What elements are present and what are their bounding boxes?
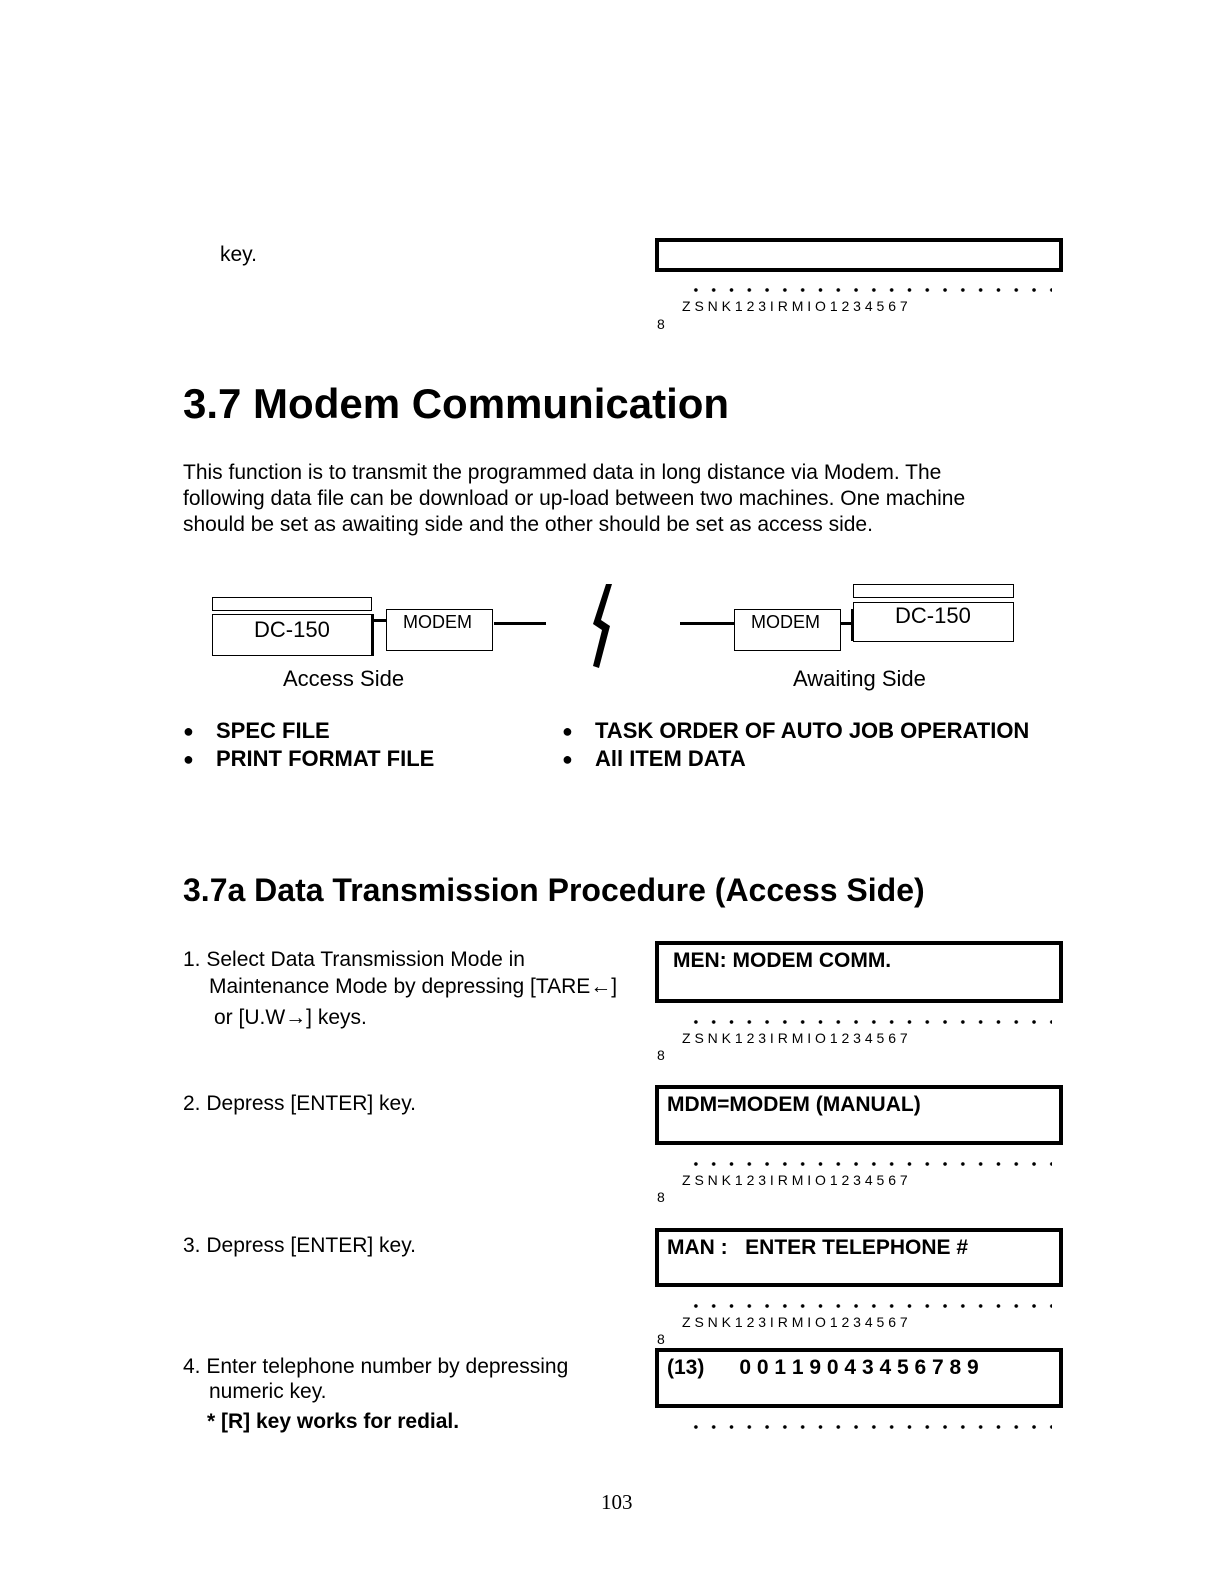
file-item: PRINT FORMAT FILE xyxy=(216,746,435,771)
intro-line-2: following data file can be download or up-load between two machines. One machine xyxy=(183,487,966,510)
section-title: 3.7 Modem Communication xyxy=(183,380,730,427)
indicator-dots xyxy=(687,1020,1052,1024)
left-modem-box xyxy=(386,609,493,651)
intro-line-1: This function is to transmit the programmed data in long distance via Modem. The xyxy=(183,461,942,484)
right-phone-line xyxy=(680,622,734,625)
step-1-line-2: Maintenance Mode by depressing [TARE←] xyxy=(209,975,618,998)
bullet-icon: ● xyxy=(183,749,194,769)
left-device-label: DC-150 xyxy=(254,617,330,642)
indicator-dots xyxy=(687,1162,1052,1166)
left-modem-label: MODEM xyxy=(403,612,472,632)
bullet-icon: ● xyxy=(562,721,573,741)
right-modem-label: MODEM xyxy=(751,612,820,632)
step-1-line-3: or [U.W→] keys. xyxy=(214,1006,367,1029)
page-number: 103 xyxy=(601,1490,633,1514)
step-4-note: * [R] key works for redial. xyxy=(207,1410,460,1433)
step-4-line-2: numeric key. xyxy=(209,1380,327,1403)
right-modem-box xyxy=(734,609,841,651)
bullet-icon: ● xyxy=(562,749,573,769)
left-caption: Access Side xyxy=(283,666,405,691)
lcd-text: (13) 0 0 1 1 9 0 4 3 4 5 6 7 8 9 xyxy=(667,1356,979,1379)
indicator-eight: 8 xyxy=(657,1189,665,1205)
indicator-eight: 8 xyxy=(657,1047,665,1063)
file-item: TASK ORDER OF AUTO JOB OPERATION xyxy=(595,718,1030,743)
lcd-text: MDM=MODEM (MANUAL) xyxy=(667,1093,921,1116)
step-2-line-1: 2. Depress [ENTER] key. xyxy=(183,1092,417,1115)
lcd-text: MAN : ENTER TELEPHONE # xyxy=(667,1236,969,1259)
lcd-display-top xyxy=(655,238,1063,272)
lightning-bolt-icon xyxy=(591,584,621,668)
indicator-eight: 8 xyxy=(657,1331,665,1347)
indicator-dots xyxy=(687,288,1052,292)
left-device-display xyxy=(212,597,372,611)
left-phone-line xyxy=(494,622,546,625)
lcd-display-step-2 xyxy=(655,1085,1063,1145)
continued-text: key. xyxy=(220,243,257,266)
right-device-display xyxy=(853,584,1014,598)
subsection-title: 3.7a Data Transmission Procedure (Access Side) xyxy=(183,872,925,908)
indicator-labels: Z S N K 1 2 3 I R M I O 1 2 3 4 5 6 7 xyxy=(682,1314,908,1330)
step-3-line-1: 3. Depress [ENTER] key. xyxy=(183,1234,417,1257)
file-item: SPEC FILE xyxy=(216,718,330,743)
indicator-labels: Z S N K 1 2 3 I R M I O 1 2 3 4 5 6 7 xyxy=(682,1030,908,1046)
right-caption: Awaiting Side xyxy=(793,666,926,691)
indicator-eight: 8 xyxy=(657,316,665,332)
intro-line-3: should be set as awaiting side and the other should be set as access side. xyxy=(183,513,873,536)
step-4-line-1: 4. Enter telephone number by depressing xyxy=(183,1355,569,1378)
indicator-dots xyxy=(687,1425,1052,1429)
lcd-display-step-4 xyxy=(655,1348,1063,1408)
step-1-line-1: 1. Select Data Transmission Mode in xyxy=(183,948,525,971)
indicator-dots xyxy=(687,1304,1052,1308)
lcd-display-step-1 xyxy=(655,941,1063,1003)
file-item: All ITEM DATA xyxy=(595,746,746,771)
bullet-icon: ● xyxy=(183,721,194,741)
right-device-box xyxy=(853,602,1014,642)
right-device-label: DC-150 xyxy=(895,603,971,628)
lcd-display-step-3 xyxy=(655,1228,1063,1287)
indicator-labels: Z S N K 1 2 3 I R M I O 1 2 3 4 5 6 7 xyxy=(682,298,908,314)
lcd-text: MEN: MODEM COMM. xyxy=(673,949,892,972)
left-link-bar xyxy=(371,614,374,656)
left-device-box xyxy=(212,614,372,656)
left-link xyxy=(372,619,386,622)
indicator-labels: Z S N K 1 2 3 I R M I O 1 2 3 4 5 6 7 xyxy=(682,1172,908,1188)
